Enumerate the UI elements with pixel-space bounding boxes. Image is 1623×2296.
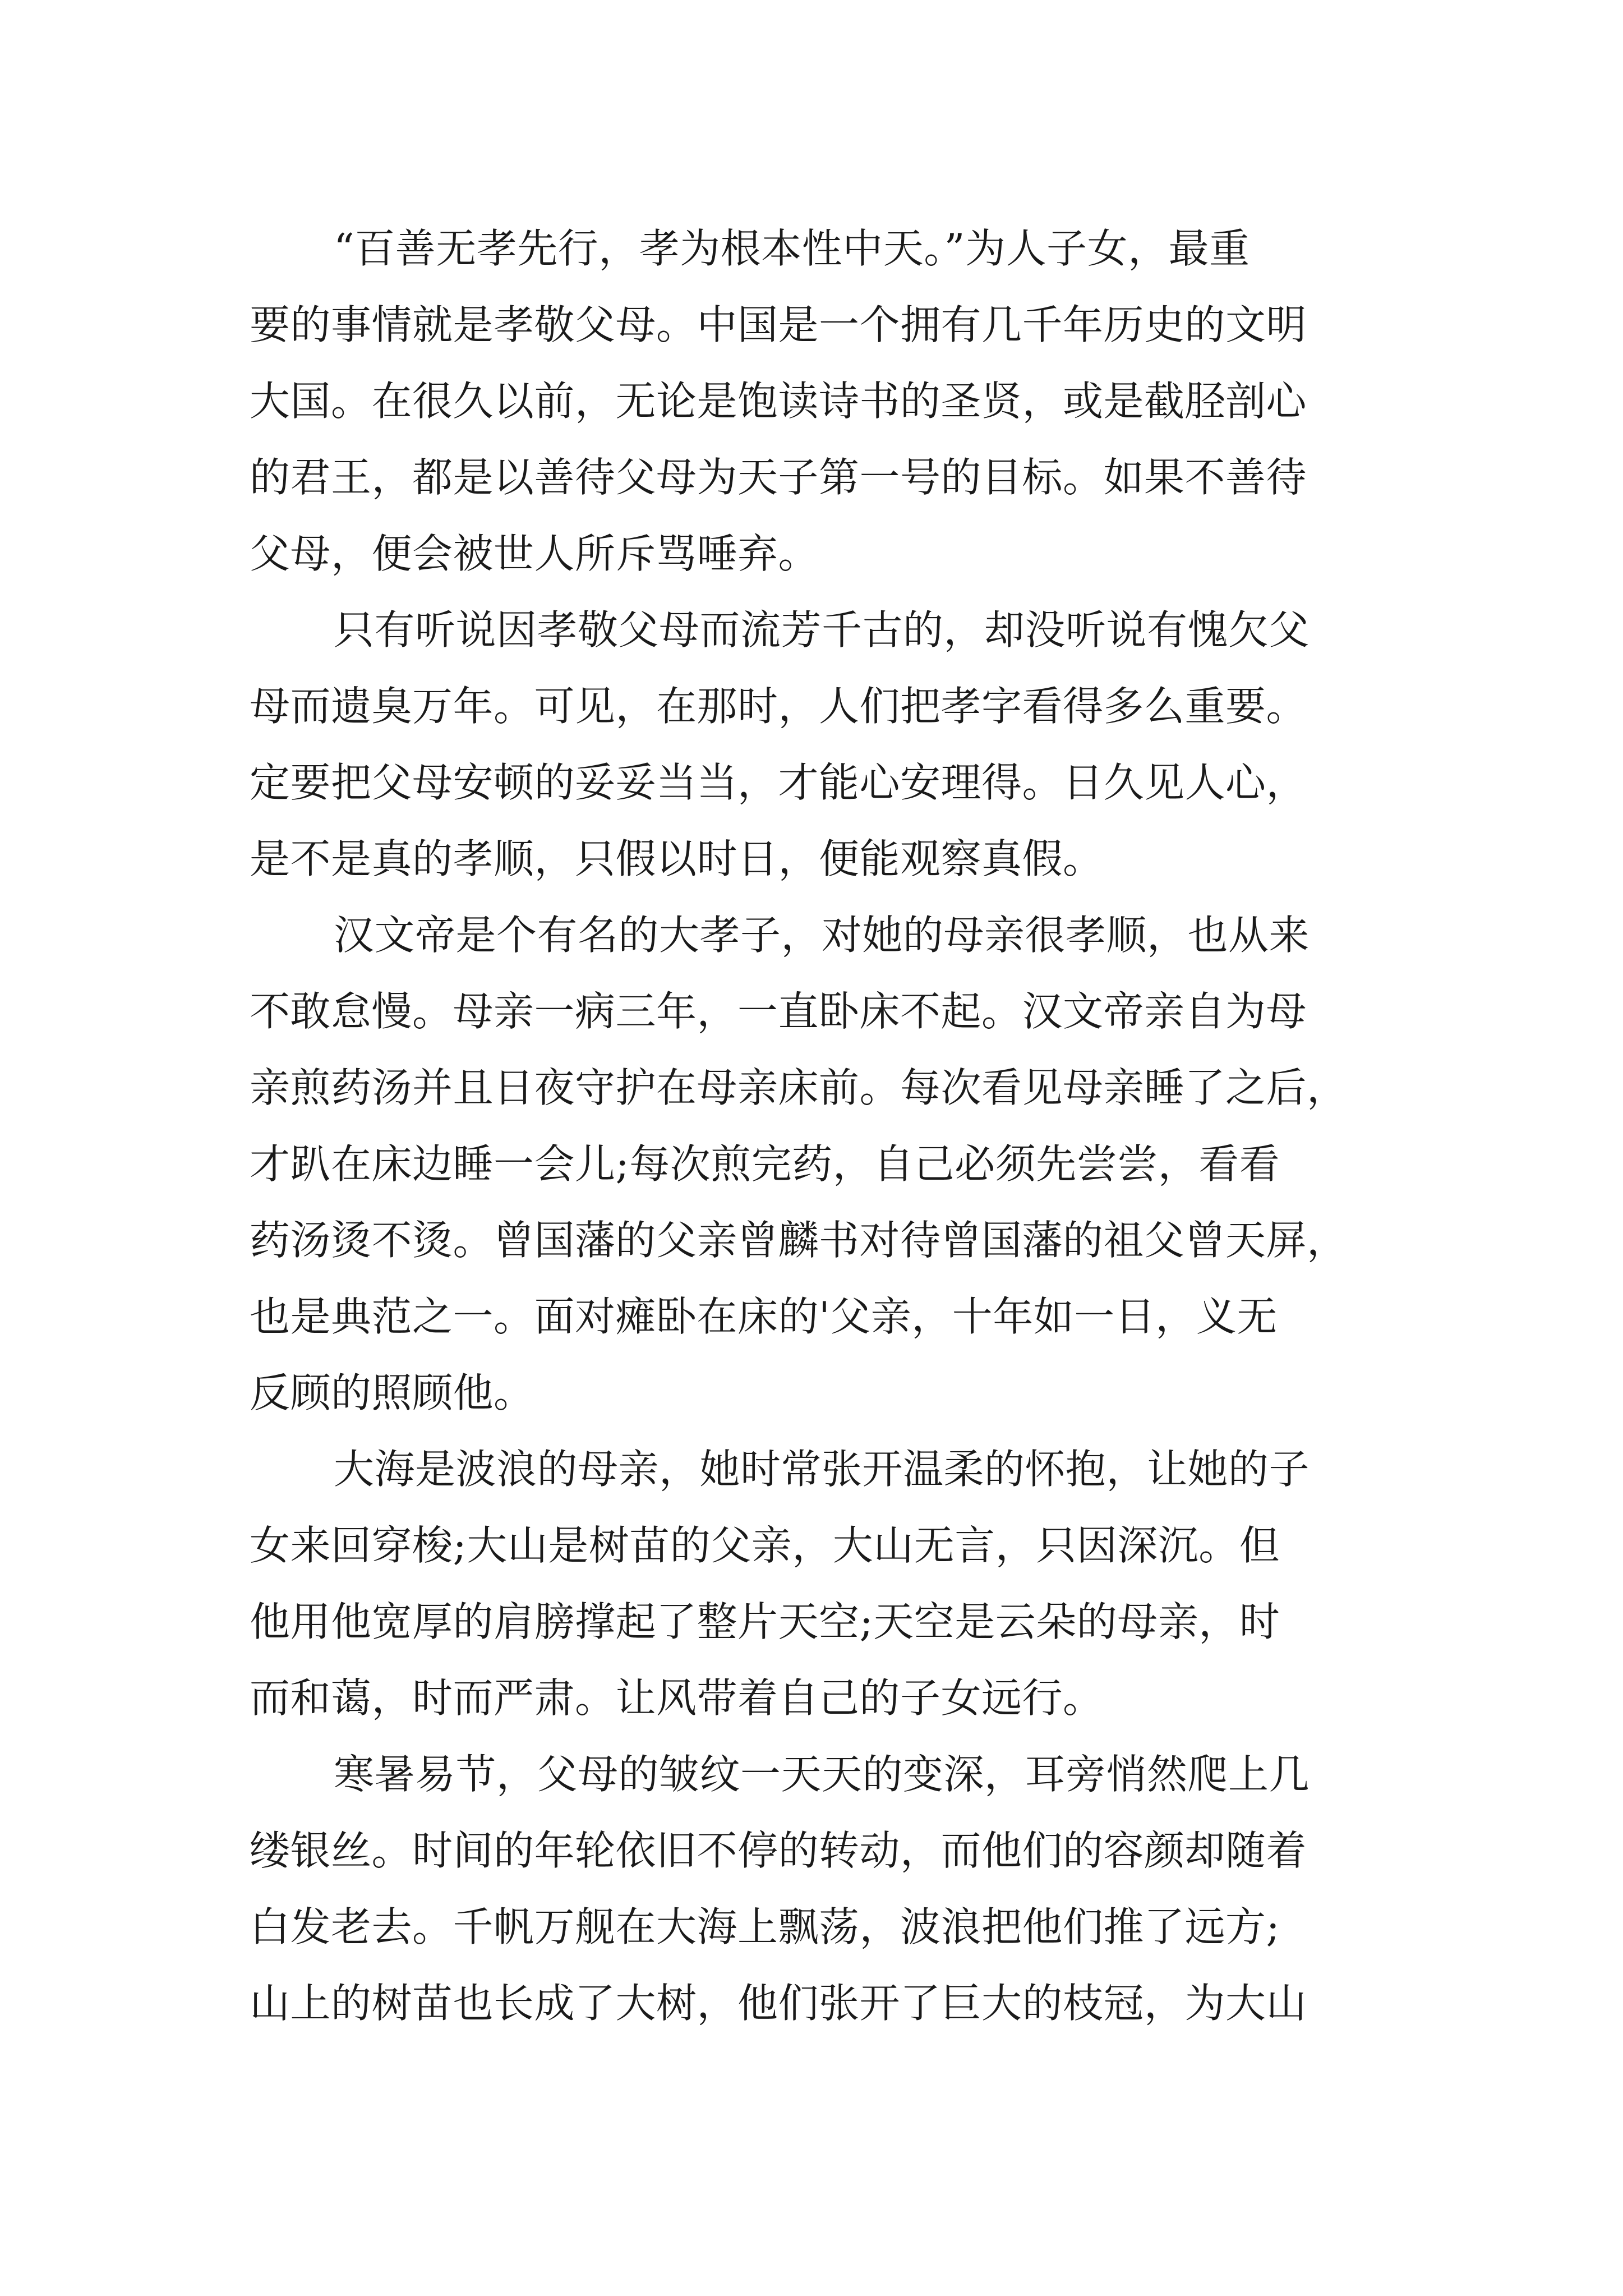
text-line: 定要把父母安顿的妥妥当当，才能心安理得。日久见人心， [250,759,1307,806]
text-line: 亲煎药汤并且日夜守护在母亲床前。每次看见母亲睡了之后， [250,1064,1348,1111]
text-line: 汉文帝是个有名的大孝子，对她的母亲很孝顺，也从来 [334,912,1310,959]
text-line: 寒暑易节，父母的皱纹一天天的变深，耳旁悄然爬上几 [334,1751,1310,1798]
text-line: 他用他宽厚的肩膀撑起了整片天空;天空是云朵的母亲，时 [250,1598,1280,1645]
text-line: 大国。在很久以前，无论是饱读诗书的圣贤，或是截胫剖心 [250,378,1307,425]
text-line: 要的事情就是孝敬父母。中国是一个拥有几千年历史的文明 [250,301,1307,348]
text-line: 女来回穿梭;大山是树苗的父亲，大山无言，只因深沉。但 [250,1522,1280,1569]
text-line: 大海是波浪的母亲，她时常张开温柔的怀抱，让她的子 [334,1446,1310,1493]
paragraph-2 [250,592,1380,897]
paragraph-5 [250,1736,1380,2041]
text-line: 才趴在床边睡一会儿;每次煎完药，自己必须先尝尝，看看 [250,1140,1280,1188]
paragraph-1 [250,210,1380,592]
paragraph-3 [250,897,1380,1431]
text-line: 反顾的照顾他。 [250,1369,534,1416]
text-line: 母而遗臭万年。可见，在那时，人们把孝字看得多么重要。 [250,683,1307,730]
text-line: 缕银丝。时间的年轮依旧不停的转动，而他们的容颜却随着 [250,1827,1307,1874]
text-line: 而和蔼，时而严肃。让风带着自己的子女远行。 [250,1674,1104,1722]
text-line: 只有听说因孝敬父母而流芳千古的，却没听说有愧欠父 [334,606,1310,654]
text-line: 也是典范之一。面对瘫卧在床的'父亲，十年如一日，义无 [250,1293,1278,1340]
text-line: 山上的树苗也长成了大树，他们张开了巨大的枝冠，为大山 [250,1980,1307,2027]
text-line: “百善无孝先行，孝为根本性中天。”为人子女，最重 [334,225,1250,272]
text-line: 药汤烫不烫。曾国藩的父亲曾麟书对待曾国藩的祖父曾天屏， [250,1217,1348,1264]
text-line: 白发老去。千帆万舰在大海上飘荡，波浪把他们推了远方; [250,1903,1280,1950]
paragraph-4 [250,1431,1380,1736]
text-line: 的君王，都是以善待父母为天子第一号的目标。如果不善待 [250,454,1307,501]
text-line: 不敢怠慢。母亲一病三年，一直卧床不起。汉文帝亲自为母 [250,988,1307,1035]
document-body [250,210,1380,2041]
text-line: 父母，便会被世人所斥骂唾弃。 [250,530,819,577]
text-line: 是不是真的孝顺，只假以时日，便能观察真假。 [250,835,1104,882]
